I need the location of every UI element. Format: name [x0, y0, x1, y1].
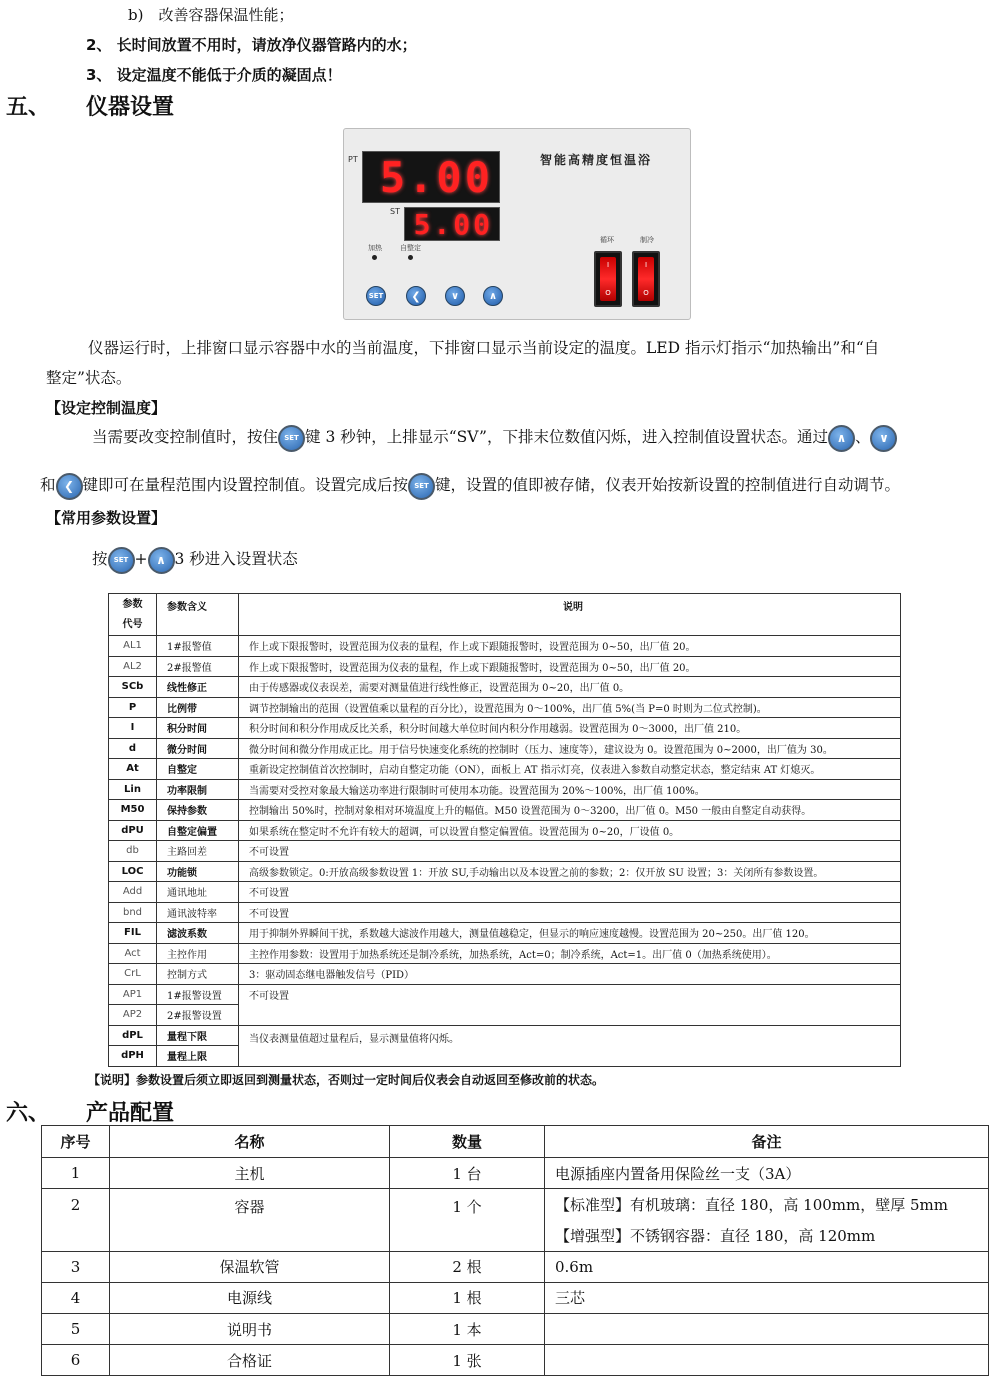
param-name: 自整定: [157, 759, 239, 780]
text: +: [134, 550, 148, 568]
item-qty: 1 根: [390, 1282, 545, 1313]
param-name: 线性修正: [157, 677, 239, 698]
common-heading: 【常用参数设置】: [46, 509, 167, 527]
text: 按: [92, 550, 108, 568]
param-code: CrL: [109, 964, 157, 985]
item-qty: 1 张: [390, 1345, 545, 1376]
header-no: 序号: [42, 1126, 110, 1158]
param-name: 滤波系数: [157, 923, 239, 944]
table-row: [109, 964, 901, 985]
header-code: [109, 594, 157, 636]
param-code: At: [109, 759, 157, 780]
param-name: 通讯波特率: [157, 902, 239, 923]
intro-line-2: 2、 长时间放置不用时，请放净仪器管路内的水；: [86, 36, 417, 54]
table-row: [109, 718, 901, 739]
item-qty: 1 个: [390, 1189, 545, 1251]
table-row: [109, 636, 901, 657]
param-code: bnd: [109, 902, 157, 923]
param-desc: 当需要对受控对象最大输送功率进行限制时可使用本功能。设置范围为 20%～100%，出厂值 100%。: [239, 779, 901, 800]
item-name: 保温软管: [110, 1251, 390, 1282]
intro-line-3: 3、 设定温度不能低于介质的凝固点！: [86, 66, 342, 84]
common-press-line: [92, 544, 298, 574]
param-desc: 重新设定控制值首次控制时，启动自整定功能（ON），面板上 AT 指示灯亮，仪表进入参数自动整定状态，整定结束 AT 灯熄灭。: [239, 759, 901, 780]
param-desc: 如果系统在整定时不允许有较大的超调，可以设置自整定偏置值。设置范围为 0~20，厂设值 0。: [239, 820, 901, 841]
table-row: [109, 943, 901, 964]
param-code: AP2: [109, 1005, 157, 1026]
param-desc: 调节控制输出的范围（设置值乘以量程的百分比），设置范围为 0～100%，出厂值 5%(当 P=0 时则为二位式控制)。: [239, 697, 901, 718]
table-row: [109, 759, 901, 780]
set-temp-line1: [92, 422, 897, 452]
param-code: P: [109, 697, 157, 718]
item-note: [545, 1313, 989, 1344]
table-row: [109, 738, 901, 759]
panel-left-button[interactable]: ❮: [406, 286, 426, 306]
text: 当需要改变控制值时，按住: [92, 428, 279, 446]
brand-label: 智能高精度恒温浴: [540, 153, 653, 167]
param-desc: 用于抑制外界瞬间干扰，系数越大滤波作用越大，测量值越稳定，但显示的响应速度越慢。设置范围为 20~250。出厂值 120。: [239, 923, 901, 944]
item-note: [545, 1345, 989, 1376]
down-button-icon: ∨: [870, 425, 897, 452]
param-desc: 不可设置: [239, 882, 901, 903]
param-code: dPL: [109, 1025, 157, 1046]
item-note: 0.6m: [545, 1251, 989, 1282]
left-button-icon: ❮: [56, 473, 83, 500]
led-autotune-label: 自整定: [400, 244, 421, 252]
panel-set-button[interactable]: SET: [366, 286, 386, 306]
param-name: 微分时间: [157, 738, 239, 759]
section5-title: 仪器设置: [86, 95, 175, 120]
param-desc: 作上或下限报警时，设置范围为仪表的量程，作上或下跟随报警时，设置范围为 0~50，出厂值 20。: [239, 656, 901, 677]
header-desc: 说明: [239, 594, 901, 636]
param-name: 2#报警设置: [157, 1005, 239, 1026]
param-code: LOC: [109, 861, 157, 882]
pv-display: 5.00: [362, 151, 500, 203]
settings-note: 【说明】参数设置后须立即返回到测量状态，否则过一定时间后仪表会自动返回至修改前的状态。: [88, 1073, 605, 1087]
param-code: AL2: [109, 656, 157, 677]
param-desc: 不可设置: [239, 984, 901, 1005]
param-desc: 微分时间和微分作用成正比。用于信号快速变化系统的控制时（压力、速度等），建议设为 0。设置范围为 0~2000，出厂值为 30。: [239, 738, 901, 759]
param-name: 比例带: [157, 697, 239, 718]
panel-up-button[interactable]: ∧: [483, 286, 503, 306]
param-desc: 当仪表测量值超过量程后，显示测量值将闪烁。: [239, 1025, 901, 1066]
param-name: 量程下限: [157, 1025, 239, 1046]
param-name: 主路回差: [157, 841, 239, 862]
param-name: 主控作用: [157, 943, 239, 964]
header-note: 备注: [545, 1126, 989, 1158]
text: 键，设置的值即被存储，仪表开始按新设置的控制值进行自动调节。: [435, 476, 901, 494]
table-row: [42, 1158, 989, 1189]
param-code: dPU: [109, 820, 157, 841]
table-row: [109, 984, 901, 1005]
item-name: 合格证: [110, 1345, 390, 1376]
param-code: FIL: [109, 923, 157, 944]
param-name: 自整定偏置: [157, 820, 239, 841]
set-button-icon: SET: [278, 425, 305, 452]
pv-label: PT: [348, 155, 358, 164]
param-code: Lin: [109, 779, 157, 800]
table-row: [109, 820, 901, 841]
heat-led: [372, 255, 377, 260]
para1-line2: 整定”状态。: [46, 369, 132, 387]
item-name: 主机: [110, 1158, 390, 1189]
item-note-2: 【增强型】不锈钢容器：直径 180，高 120mm: [545, 1220, 989, 1251]
switch-on-mark: I: [606, 261, 610, 269]
item-no: 6: [42, 1345, 110, 1376]
text: 键即可在量程范围内设置控制值。设置完成后按: [82, 476, 409, 494]
param-desc: 不可设置: [239, 902, 901, 923]
table-row: [42, 1345, 989, 1376]
param-code: SCb: [109, 677, 157, 698]
param-name: 通讯地址: [157, 882, 239, 903]
table-row: [42, 1251, 989, 1282]
parameter-table: [108, 593, 901, 1067]
table-row: [109, 1025, 901, 1046]
param-desc: 作上或下限报警时，设置范围为仪表的量程，作上或下跟随报警时，设置范围为 0~50，出厂值 20。: [239, 636, 901, 657]
para1-line1: 仪器运行时，上排窗口显示容器中水的当前温度，下排窗口显示当前设定的温度。LED 指示灯指示“加热输出”和“自: [88, 339, 880, 357]
item-qty: 1 台: [390, 1158, 545, 1189]
switch-cool-label: 制冷: [640, 236, 654, 244]
switch-off-mark: O: [643, 289, 649, 297]
param-name: 量程上限: [157, 1046, 239, 1067]
table-row: [109, 923, 901, 944]
product-table: [41, 1125, 989, 1376]
param-code: AL1: [109, 636, 157, 657]
set-button-icon: SET: [108, 547, 135, 574]
item-name: 说明书: [110, 1313, 390, 1344]
table-row: [109, 902, 901, 923]
param-desc: 控制输出 50%时，控制对象相对环境温度上升的幅值。M50 设置范围为 0～3200，出厂值 0。M50 一般由自整定自动获得。: [239, 800, 901, 821]
table-header-row: [42, 1126, 989, 1158]
table-row: [109, 677, 901, 698]
switch-circulate-label: 循环: [600, 236, 614, 244]
param-name: 保持参数: [157, 800, 239, 821]
header-code-l2: 代号: [122, 618, 143, 630]
item-note: 三芯: [545, 1282, 989, 1313]
item-no: 4: [42, 1282, 110, 1313]
text: 3 秒进入设置状态: [174, 550, 298, 568]
header-name: 名称: [110, 1126, 390, 1158]
param-name: 1#报警设置: [157, 984, 239, 1005]
up-button-icon: ∧: [828, 425, 855, 452]
set-temp-line2: [40, 470, 900, 500]
param-desc: 3：驱动固态继电器触发信号（PID）: [239, 964, 901, 985]
set-button-icon: SET: [408, 473, 435, 500]
autotune-led: [408, 255, 413, 260]
param-code: dPH: [109, 1046, 157, 1067]
table-header-row: [109, 594, 901, 636]
item-note: 电源插座内置备用保险丝一支（3A）: [545, 1158, 989, 1189]
item-name: 电源线: [110, 1282, 390, 1313]
param-desc: 高级参数锁定。0:开放高级参数设置 1：开放 SU,手动输出以及本设置之前的参数；2：仅开放 SU 设置；3：关闭所有参数设置。: [239, 861, 901, 882]
param-code: Act: [109, 943, 157, 964]
switch-off-mark: O: [605, 289, 611, 297]
circulate-switch[interactable]: [594, 251, 622, 307]
text: 、: [854, 428, 871, 446]
section6-title: 产品配置: [86, 1101, 175, 1126]
param-desc: 不可设置: [239, 841, 901, 862]
param-name: 积分时间: [157, 718, 239, 739]
table-row: [42, 1313, 989, 1344]
table-row: [109, 697, 901, 718]
item-qty: 2 根: [390, 1251, 545, 1282]
panel-down-button[interactable]: ∨: [445, 286, 465, 306]
item-qty: 1 本: [390, 1313, 545, 1344]
param-desc: 积分时间和积分作用成反比关系，积分时间越大单位时间内积分作用越弱。设置范围为 0～3000，出厂值 210。: [239, 718, 901, 739]
instrument-panel: [343, 128, 691, 320]
param-code: AP1: [109, 984, 157, 1005]
param-code: M50: [109, 800, 157, 821]
header-qty: 数量: [390, 1126, 545, 1158]
param-code: db: [109, 841, 157, 862]
item-no: 3: [42, 1251, 110, 1282]
sv-display: 5.00: [404, 207, 500, 241]
up-button-icon: ∧: [148, 547, 175, 574]
table-row: [42, 1189, 989, 1220]
param-name: 1#报警值: [157, 636, 239, 657]
table-row: [109, 779, 901, 800]
item-no: 5: [42, 1313, 110, 1344]
param-name: 2#报警值: [157, 656, 239, 677]
item-no: 1: [42, 1158, 110, 1189]
param-code: Add: [109, 882, 157, 903]
section6-num: 六、: [6, 1101, 51, 1126]
sv-label: ST: [390, 207, 400, 216]
param-name: 功率限制: [157, 779, 239, 800]
cool-switch[interactable]: [632, 251, 660, 307]
intro-line-b: b) 改善容器保温性能；: [128, 6, 294, 24]
table-row: [109, 861, 901, 882]
table-row: [42, 1282, 989, 1313]
item-name: 容器: [110, 1189, 390, 1251]
param-name: 功能锁: [157, 861, 239, 882]
table-row: [109, 656, 901, 677]
text: 和: [40, 476, 56, 494]
param-code: d: [109, 738, 157, 759]
item-no: 2: [42, 1189, 110, 1251]
param-code: I: [109, 718, 157, 739]
table-row: [109, 800, 901, 821]
header-code-l1: 参数: [122, 598, 143, 610]
text: 键 3 秒钟，上排显示“SV”，下排末位数值闪烁，进入控制值设置状态。通过: [305, 428, 828, 446]
section5-num: 五、: [6, 95, 51, 120]
header-name: 参数含义: [157, 594, 239, 636]
param-name: 控制方式: [157, 964, 239, 985]
led-heat-label: 加热: [368, 244, 382, 252]
table-row: [109, 882, 901, 903]
switch-on-mark: I: [644, 261, 648, 269]
param-desc: [239, 1005, 901, 1026]
param-desc: 由于传感器或仪表误差，需要对测量值进行线性修正，设置范围为 0~20，出厂值 0。: [239, 677, 901, 698]
item-note: 【标准型】有机玻璃：直径 180，高 100mm，壁厚 5mm: [545, 1189, 989, 1220]
table-row: [109, 841, 901, 862]
param-desc: 主控作用参数：设置用于加热系统还是制冷系统，加热系统，Act=0；制冷系统，Act=1。出厂值 0（加热系统使用）。: [239, 943, 901, 964]
table-row: [109, 1005, 901, 1026]
set-temp-heading: 【设定控制温度】: [46, 399, 167, 417]
